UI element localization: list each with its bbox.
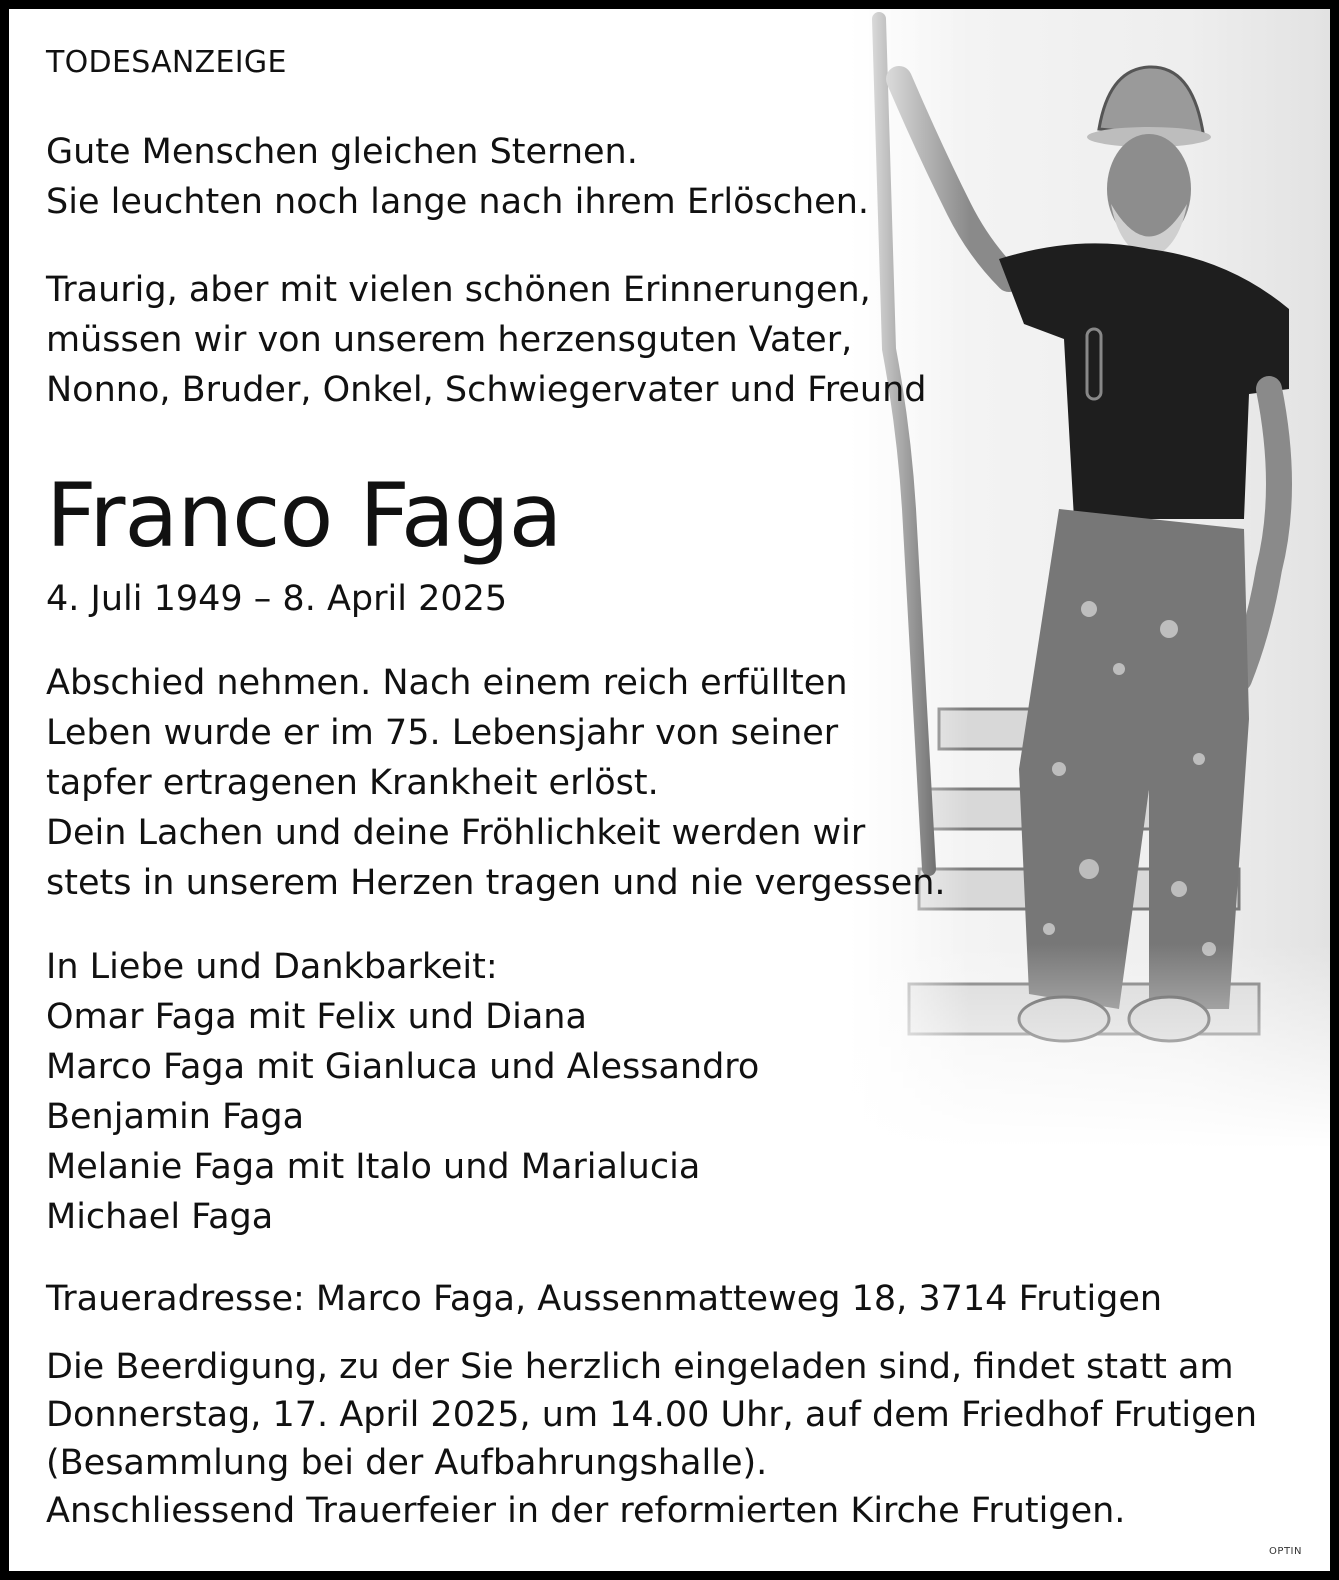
quote-line: Sie leuchten noch lange nach ihrem Erlöschen. xyxy=(46,182,870,222)
funeral-line: Donnerstag, 17. April 2025, um 14.00 Uhr, auf dem Friedhof Frutigen xyxy=(46,1395,1258,1435)
farewell-line: tapfer ertragenen Krankheit erlöst. xyxy=(46,763,659,803)
farewell-line: Abschied nehmen. Nach einem reich erfüllten xyxy=(46,663,848,703)
intro-line: Nonno, Bruder, Onkel, Schwiegervater und Freund xyxy=(46,370,927,410)
funeral-info xyxy=(46,1343,1257,1535)
funeral-line: Anschliessend Trauerfeier in der reformierten Kirche Frutigen. xyxy=(46,1491,1126,1531)
intro-line: müssen wir von unserem herzensguten Vater, xyxy=(46,320,853,360)
mourning-address: Traueradresse: Marco Faga, Aussenmatteweg 18, 3714 Frutigen xyxy=(46,1279,1163,1319)
family-heading: In Liebe und Dankbarkeit: xyxy=(46,947,498,987)
family-member: Michael Faga xyxy=(46,1197,274,1237)
portrait-photo xyxy=(849,9,1331,1149)
family-member: Marco Faga mit Gianluca und Alessandro xyxy=(46,1047,760,1087)
family-list xyxy=(46,942,759,1242)
family-member: Omar Faga mit Felix und Diana xyxy=(46,997,587,1037)
quote-line: Gute Menschen gleichen Sternen. xyxy=(46,132,638,172)
deceased-name: Franco Faga xyxy=(46,464,562,567)
farewell-text xyxy=(46,658,946,908)
intro-text xyxy=(46,265,927,415)
farewell-line: stets in unserem Herzen tragen und nie vergessen. xyxy=(46,863,946,903)
funeral-line: (Besammlung bei der Aufbahrungshalle). xyxy=(46,1443,768,1483)
farewell-line: Leben wurde er im 75. Lebensjahr von seiner xyxy=(46,713,839,753)
intro-line: Traurig, aber mit vielen schönen Erinnerungen, xyxy=(46,270,871,310)
quote xyxy=(46,127,869,227)
funeral-line: Die Beerdigung, zu der Sie herzlich eingeladen sind, findet statt am xyxy=(46,1347,1234,1387)
family-member: Benjamin Faga xyxy=(46,1097,305,1137)
life-dates: 4. Juli 1949 – 8. April 2025 xyxy=(46,579,508,619)
notice-label: TODESANZEIGE xyxy=(46,45,287,80)
family-member: Melanie Faga mit Italo und Marialucia xyxy=(46,1147,701,1187)
footer-mark: OPTIN xyxy=(1269,1546,1302,1557)
farewell-line: Dein Lachen und deine Fröhlichkeit werden wir xyxy=(46,813,866,853)
